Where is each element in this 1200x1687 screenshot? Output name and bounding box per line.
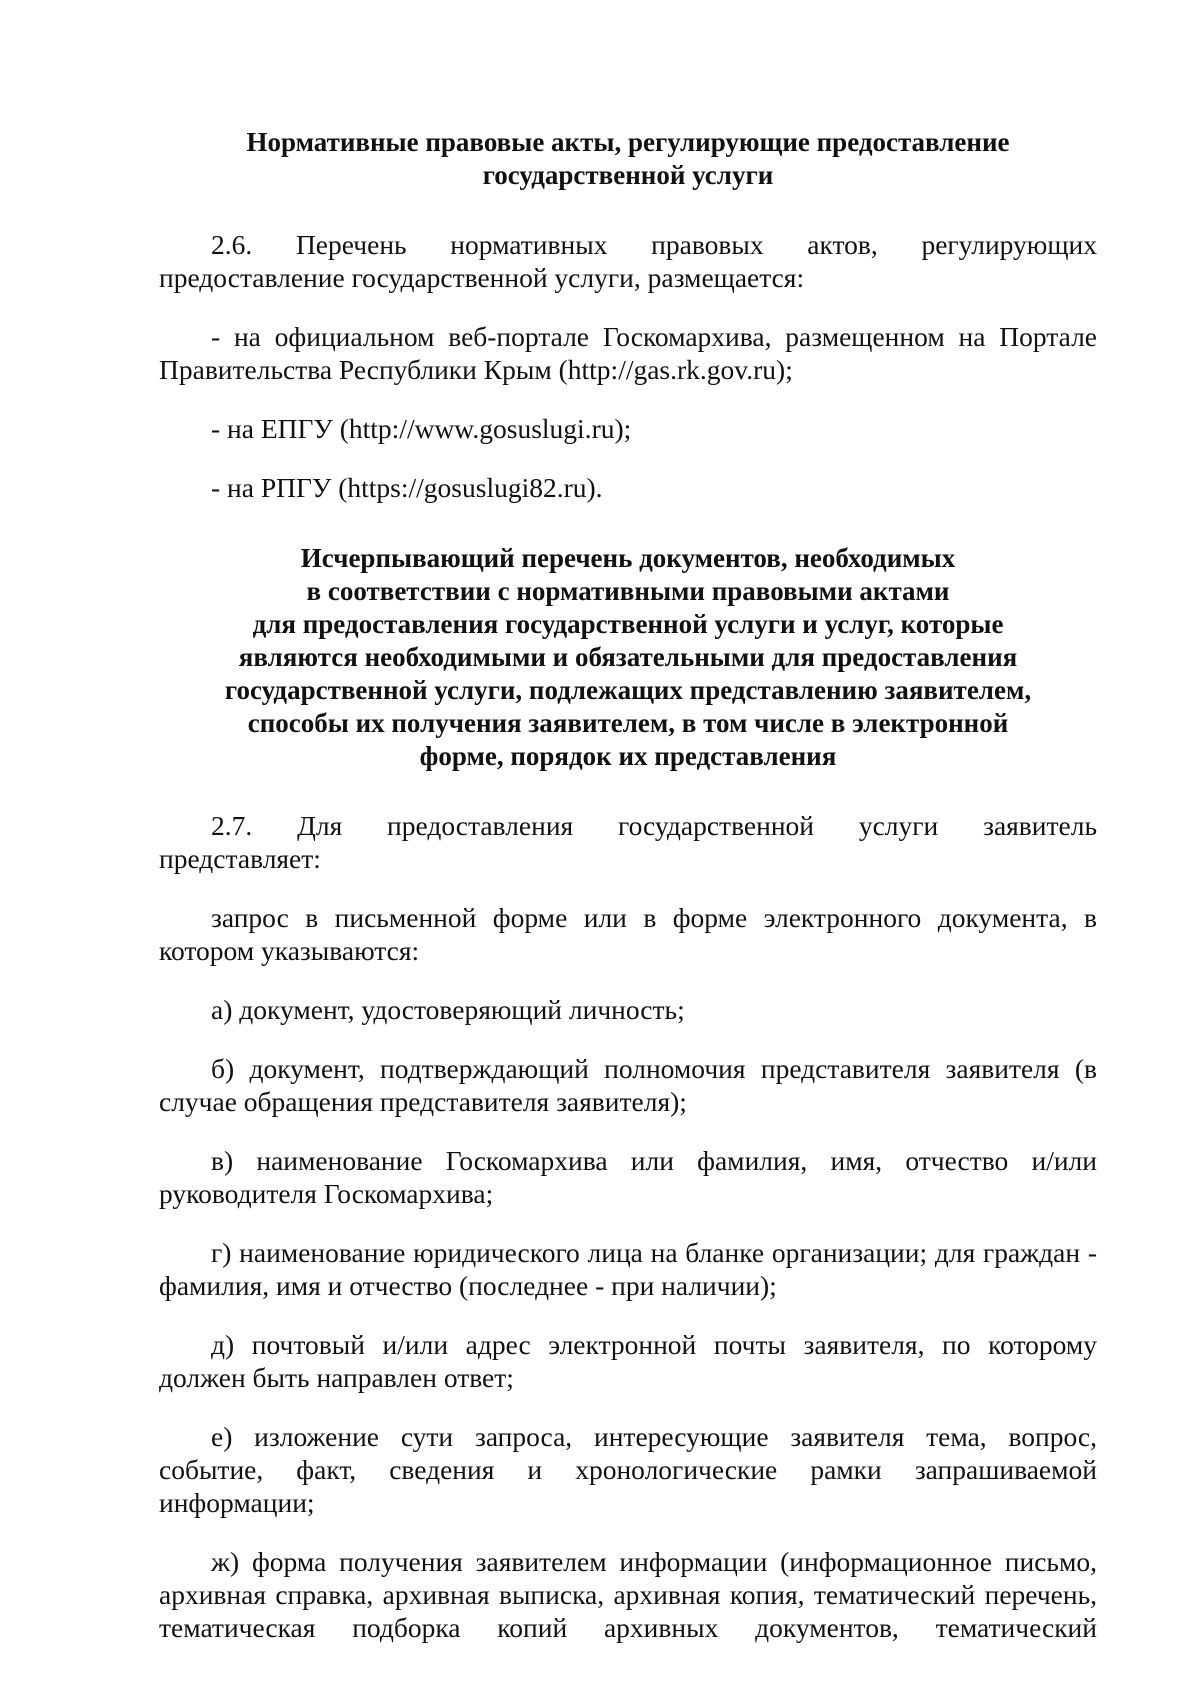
- heading-line: являются необходимыми и обязательными для предоставления: [238, 642, 1018, 672]
- paragraph-2-7-first-line: 2.7. Для предоставления государственной услуги заявитель: [211, 810, 1097, 841]
- heading-line: Исчерпывающий перечень документов, необходимых: [300, 543, 956, 573]
- heading-line: форме, порядок их представления: [419, 741, 837, 771]
- list-item-official-portal: - на официальном веб-портале Госкомархива, размещенном на Портале Правительства Республики Крым (http://gas.rk.gov.ru);: [159, 321, 1097, 385]
- list-item-rpgu: - на РПГУ (https://gosuslugi82.ru).: [211, 472, 603, 503]
- list-item-zh: ж) форма получения заявителем информации (информационное письмо, архивная справка, архивная выписка, архивная копия, тематический перечень, тематическая подборка копий архивных документов, тематический: [159, 1546, 1097, 1643]
- list-item-v: в) наименование Госкомархива или фамилия, имя, отчество и/или руководителя Госкомархива;: [159, 1145, 1097, 1209]
- list-item-e: е) изложение сути запроса, интересующие заявителя тема, вопрос, событие, факт, сведения и хронологические рамки запрашиваемой информации;: [159, 1421, 1097, 1518]
- heading-line: в соответствии с нормативными правовыми актами: [306, 576, 950, 606]
- section-heading-normative-acts: [159, 126, 1097, 192]
- list-item-g: г) наименование юридического лица на бланке организации; для граждан - фамилия, имя и отчество (последнее - при наличии);: [159, 1237, 1097, 1301]
- heading-line: государственной услуги: [482, 160, 774, 190]
- list-item-b: б) документ, подтверждающий полномочия представителя заявителя (в случае обращения представителя заявителя);: [159, 1053, 1097, 1117]
- list-item-d: д) почтовый и/или адрес электронной почты заявителя, по которому должен быть направлен ответ;: [159, 1329, 1097, 1393]
- heading-line: для предоставления государственной услуги и услуг, которые: [252, 609, 1004, 639]
- paragraph-2-6-continuation: предоставление государственной услуги, размещается:: [159, 262, 805, 293]
- paragraph-request-intro: запрос в письменной форме или в форме электронного документа, в котором указываются:: [159, 902, 1097, 966]
- heading-line: государственной услуги, подлежащих представлению заявителем,: [224, 675, 1032, 705]
- list-item-epgu: - на ЕПГУ (http://www.gosuslugi.ru);: [211, 413, 632, 444]
- heading-line: способы их получения заявителем, в том числе в электронной: [247, 708, 1009, 738]
- section-heading-documents-list: [159, 542, 1097, 773]
- heading-line: Нормативные правовые акты, регулирующие предоставление: [246, 127, 1010, 157]
- paragraph-2-6-first-line: 2.6. Перечень нормативных правовых актов, регулирующих: [211, 229, 1097, 260]
- list-item-a: а) документ, удостоверяющий личность;: [211, 994, 685, 1025]
- document-body: [159, 126, 1097, 1644]
- paragraph-2-7-continuation: представляет:: [159, 843, 321, 874]
